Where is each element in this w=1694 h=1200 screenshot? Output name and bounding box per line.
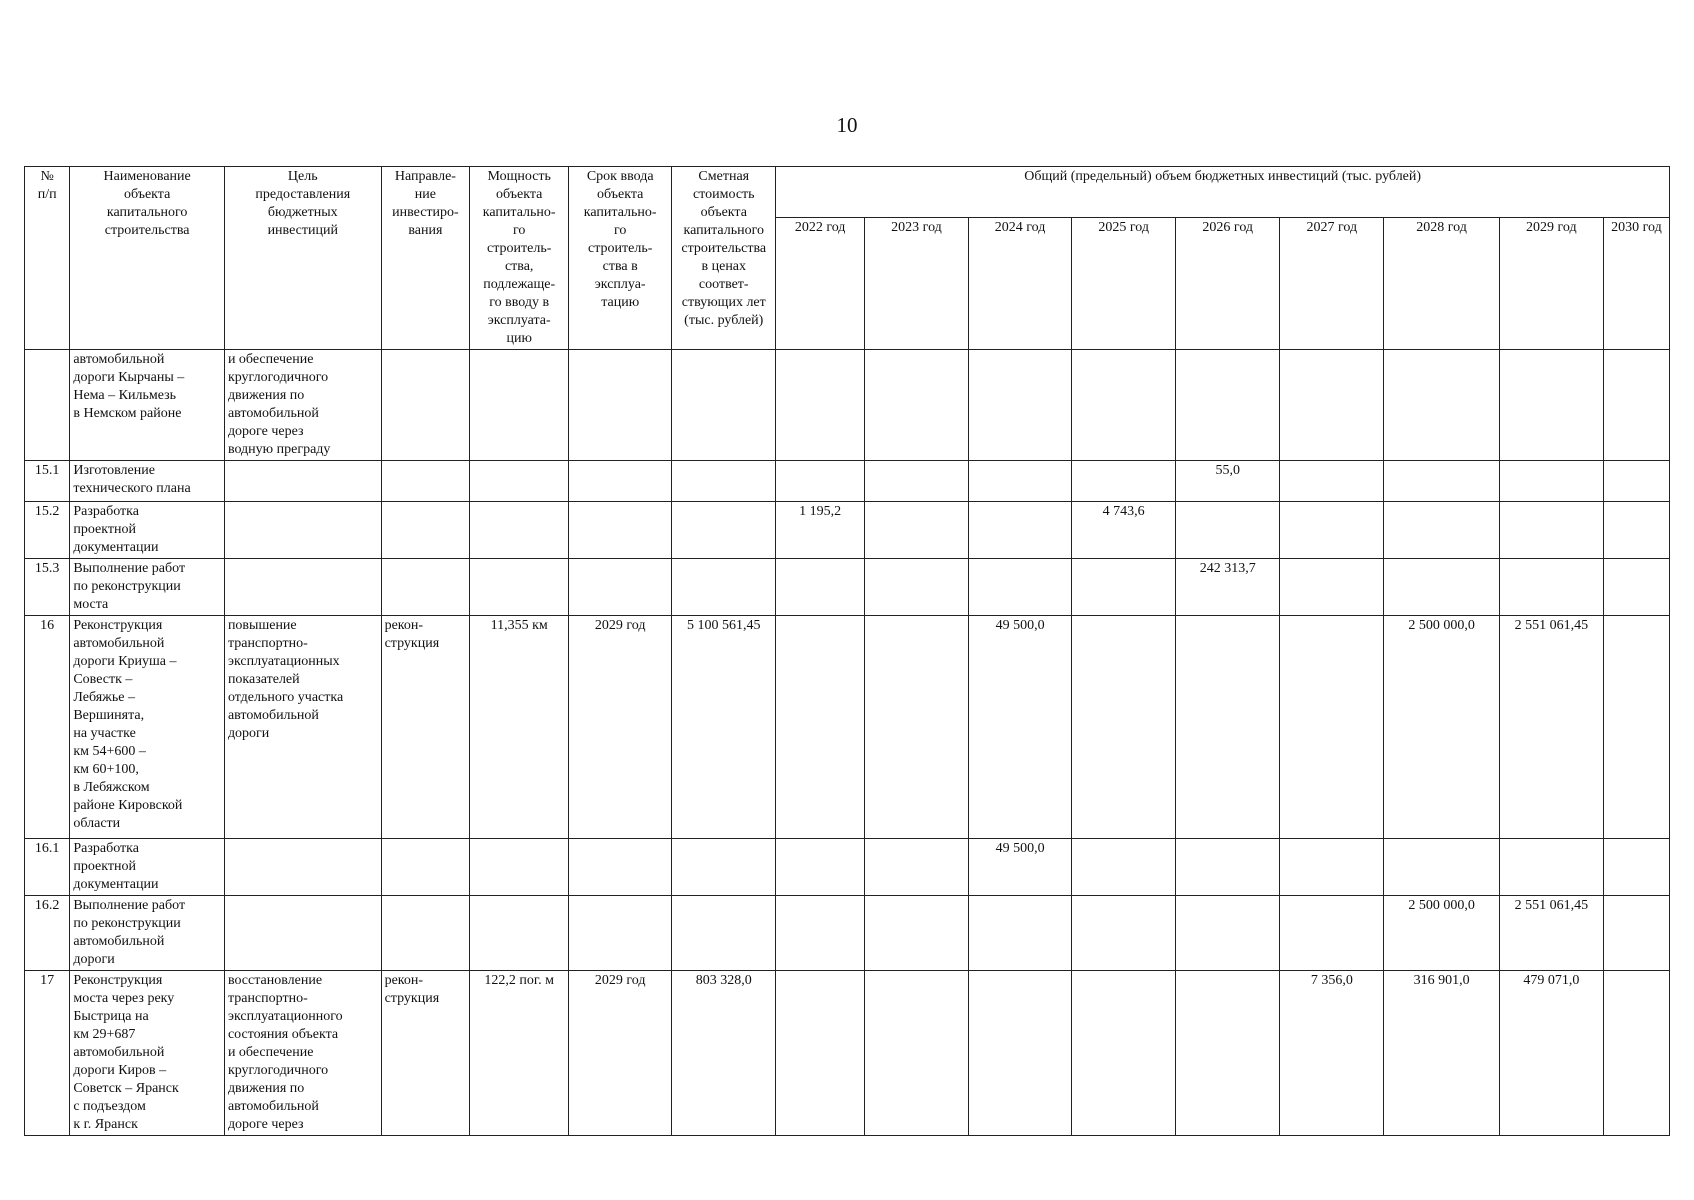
estimated-cost bbox=[672, 350, 776, 461]
year-investment bbox=[1499, 350, 1603, 461]
object-name: Выполнение работ по реконструкции моста bbox=[70, 559, 225, 616]
investment-table bbox=[24, 166, 1670, 1136]
commissioning-term bbox=[569, 896, 672, 971]
header-name: Наименование объекта капитального строительства bbox=[70, 167, 225, 350]
header-year: 2029 год bbox=[1499, 218, 1603, 350]
year-investment bbox=[776, 616, 865, 839]
row-number bbox=[25, 350, 70, 461]
object-name: Выполнение работ по реконструкции автомобильной дороги bbox=[70, 896, 225, 971]
estimated-cost bbox=[672, 502, 776, 559]
year-investment bbox=[864, 971, 968, 1136]
object-name: Изготовление технического плана bbox=[70, 461, 225, 502]
year-investment bbox=[1603, 502, 1669, 559]
year-investment: 479 071,0 bbox=[1499, 971, 1603, 1136]
investment-goal bbox=[224, 559, 381, 616]
investment-direction bbox=[381, 559, 470, 616]
estimated-cost bbox=[672, 559, 776, 616]
year-investment bbox=[864, 350, 968, 461]
investment-goal bbox=[224, 502, 381, 559]
year-investment: 316 901,0 bbox=[1384, 971, 1499, 1136]
header-capacity: Мощность объекта капитально- го строитель- ства, подлежаще- го вводу в эксплуата- цию bbox=[470, 167, 569, 350]
header-year: 2024 год bbox=[969, 218, 1072, 350]
estimated-cost: 803 328,0 bbox=[672, 971, 776, 1136]
header-year: 2025 год bbox=[1072, 218, 1176, 350]
year-investment: 2 500 000,0 bbox=[1384, 616, 1499, 839]
header-goal: Цель предоставления бюджетных инвестиций bbox=[224, 167, 381, 350]
year-investment bbox=[1176, 502, 1280, 559]
year-investment bbox=[864, 502, 968, 559]
investment-goal bbox=[224, 896, 381, 971]
year-investment bbox=[1280, 502, 1384, 559]
year-investment bbox=[1280, 896, 1384, 971]
estimated-cost bbox=[672, 461, 776, 502]
year-investment bbox=[1499, 559, 1603, 616]
year-investment bbox=[1072, 971, 1176, 1136]
year-investment bbox=[1384, 559, 1499, 616]
year-investment: 7 356,0 bbox=[1280, 971, 1384, 1136]
year-investment bbox=[864, 616, 968, 839]
year-investment bbox=[864, 559, 968, 616]
year-investment: 49 500,0 bbox=[969, 616, 1072, 839]
header-total-investment: Общий (предельный) объем бюджетных инвестиций (тыс. рублей) bbox=[776, 167, 1670, 218]
investment-direction bbox=[381, 839, 470, 896]
year-investment bbox=[776, 461, 865, 502]
year-investment bbox=[1384, 461, 1499, 502]
header-direction: Направле- ние инвестиро- вания bbox=[381, 167, 470, 350]
header-term: Срок ввода объекта капитально- го строитель- ства в эксплуа- тацию bbox=[569, 167, 672, 350]
table-row bbox=[25, 971, 1670, 1136]
object-capacity bbox=[470, 559, 569, 616]
header-year: 2026 год bbox=[1176, 218, 1280, 350]
year-investment: 2 551 061,45 bbox=[1499, 896, 1603, 971]
table-row bbox=[25, 461, 1670, 502]
year-investment bbox=[1499, 461, 1603, 502]
year-investment bbox=[1176, 350, 1280, 461]
header-cost: Сметная стоимость объекта капитального строительства в ценах соответ- ствующих лет (тыс. рублей) bbox=[672, 167, 776, 350]
page-number: 10 bbox=[836, 113, 858, 137]
year-investment bbox=[1384, 839, 1499, 896]
year-investment: 49 500,0 bbox=[969, 839, 1072, 896]
year-investment bbox=[1603, 616, 1669, 839]
investment-direction bbox=[381, 461, 470, 502]
year-investment bbox=[1280, 559, 1384, 616]
object-capacity: 11,355 км bbox=[470, 616, 569, 839]
header-year: 2023 год bbox=[864, 218, 968, 350]
commissioning-term bbox=[569, 502, 672, 559]
year-investment bbox=[776, 839, 865, 896]
year-investment bbox=[1176, 839, 1280, 896]
investment-direction: рекон- струкция bbox=[381, 971, 470, 1136]
investment-goal: повышение транспортно- эксплуатационных показателей отдельного участка автомобильной дороги bbox=[224, 616, 381, 839]
object-name: Реконструкция моста через реку Быстрица на км 29+687 автомобильной дороги Киров – Советск – Яранск с подъездом к г. Яранск bbox=[70, 971, 225, 1136]
row-number: 15.2 bbox=[25, 502, 70, 559]
year-investment: 4 743,6 bbox=[1072, 502, 1176, 559]
year-investment: 55,0 bbox=[1176, 461, 1280, 502]
year-investment bbox=[1280, 461, 1384, 502]
investment-direction bbox=[381, 502, 470, 559]
year-investment bbox=[1072, 616, 1176, 839]
year-investment bbox=[1603, 461, 1669, 502]
year-investment bbox=[1072, 461, 1176, 502]
object-capacity: 122,2 пог. м bbox=[470, 971, 569, 1136]
investment-direction: рекон- струкция bbox=[381, 616, 470, 839]
investment-goal bbox=[224, 461, 381, 502]
commissioning-term bbox=[569, 559, 672, 616]
object-capacity bbox=[470, 350, 569, 461]
year-investment bbox=[1176, 971, 1280, 1136]
object-name: автомобильной дороги Кырчаны – Нема – Кильмезь в Немском районе bbox=[70, 350, 225, 461]
year-investment bbox=[776, 896, 865, 971]
estimated-cost: 5 100 561,45 bbox=[672, 616, 776, 839]
year-investment bbox=[1072, 896, 1176, 971]
estimated-cost bbox=[672, 839, 776, 896]
year-investment bbox=[776, 559, 865, 616]
year-investment bbox=[1280, 350, 1384, 461]
year-investment bbox=[1603, 896, 1669, 971]
year-investment bbox=[864, 839, 968, 896]
commissioning-term bbox=[569, 839, 672, 896]
header-year: 2030 год bbox=[1603, 218, 1669, 350]
commissioning-term bbox=[569, 350, 672, 461]
year-investment bbox=[1603, 839, 1669, 896]
investment-goal bbox=[224, 839, 381, 896]
table-row bbox=[25, 559, 1670, 616]
object-name: Реконструкция автомобильной дороги Криуша – Совестк – Лебяжье – Вершинята, на участке км 54+600 – км 60+100, в Лебяжском районе Кировской области bbox=[70, 616, 225, 839]
object-capacity bbox=[470, 839, 569, 896]
estimated-cost bbox=[672, 896, 776, 971]
year-investment bbox=[1176, 896, 1280, 971]
object-name: Разработка проектной документации bbox=[70, 839, 225, 896]
year-investment bbox=[969, 502, 1072, 559]
row-number: 15.3 bbox=[25, 559, 70, 616]
year-investment: 1 195,2 bbox=[776, 502, 865, 559]
commissioning-term: 2029 год bbox=[569, 971, 672, 1136]
year-investment: 242 313,7 bbox=[1176, 559, 1280, 616]
header-year: 2022 год bbox=[776, 218, 865, 350]
year-investment: 2 551 061,45 bbox=[1499, 616, 1603, 839]
year-investment bbox=[1176, 616, 1280, 839]
row-number: 15.1 bbox=[25, 461, 70, 502]
row-number: 16 bbox=[25, 616, 70, 839]
year-investment bbox=[776, 971, 865, 1136]
year-investment bbox=[1384, 502, 1499, 559]
year-investment bbox=[1280, 839, 1384, 896]
header-num: № п/п bbox=[25, 167, 70, 350]
year-investment bbox=[1384, 350, 1499, 461]
object-capacity bbox=[470, 502, 569, 559]
year-investment bbox=[1603, 350, 1669, 461]
row-number: 16.2 bbox=[25, 896, 70, 971]
year-investment bbox=[969, 350, 1072, 461]
table-row bbox=[25, 502, 1670, 559]
row-number: 16.1 bbox=[25, 839, 70, 896]
year-investment bbox=[969, 461, 1072, 502]
table-row bbox=[25, 839, 1670, 896]
year-investment bbox=[864, 461, 968, 502]
year-investment bbox=[1603, 971, 1669, 1136]
year-investment bbox=[1603, 559, 1669, 616]
table-row bbox=[25, 616, 1670, 839]
row-number: 17 bbox=[25, 971, 70, 1136]
table-row bbox=[25, 896, 1670, 971]
year-investment bbox=[864, 896, 968, 971]
investment-goal: и обеспечение круглогодичного движения по автомобильной дороге через водную преграду bbox=[224, 350, 381, 461]
year-investment bbox=[1072, 559, 1176, 616]
table-row bbox=[25, 350, 1670, 461]
object-name: Разработка проектной документации bbox=[70, 502, 225, 559]
year-investment: 2 500 000,0 bbox=[1384, 896, 1499, 971]
year-investment bbox=[1280, 616, 1384, 839]
year-investment bbox=[969, 896, 1072, 971]
year-investment bbox=[776, 350, 865, 461]
commissioning-term: 2029 год bbox=[569, 616, 672, 839]
year-investment bbox=[1499, 502, 1603, 559]
year-investment bbox=[969, 971, 1072, 1136]
year-investment bbox=[1499, 839, 1603, 896]
year-investment bbox=[1072, 350, 1176, 461]
header-year: 2027 год bbox=[1280, 218, 1384, 350]
header-year: 2028 год bbox=[1384, 218, 1499, 350]
commissioning-term bbox=[569, 461, 672, 502]
investment-direction bbox=[381, 896, 470, 971]
object-capacity bbox=[470, 461, 569, 502]
year-investment bbox=[969, 559, 1072, 616]
investment-direction bbox=[381, 350, 470, 461]
year-investment bbox=[1072, 839, 1176, 896]
investment-goal: восстановление транспортно- эксплуатационного состояния объекта и обеспечение круглогодичного движения по автомобильной дороге через bbox=[224, 971, 381, 1136]
object-capacity bbox=[470, 896, 569, 971]
